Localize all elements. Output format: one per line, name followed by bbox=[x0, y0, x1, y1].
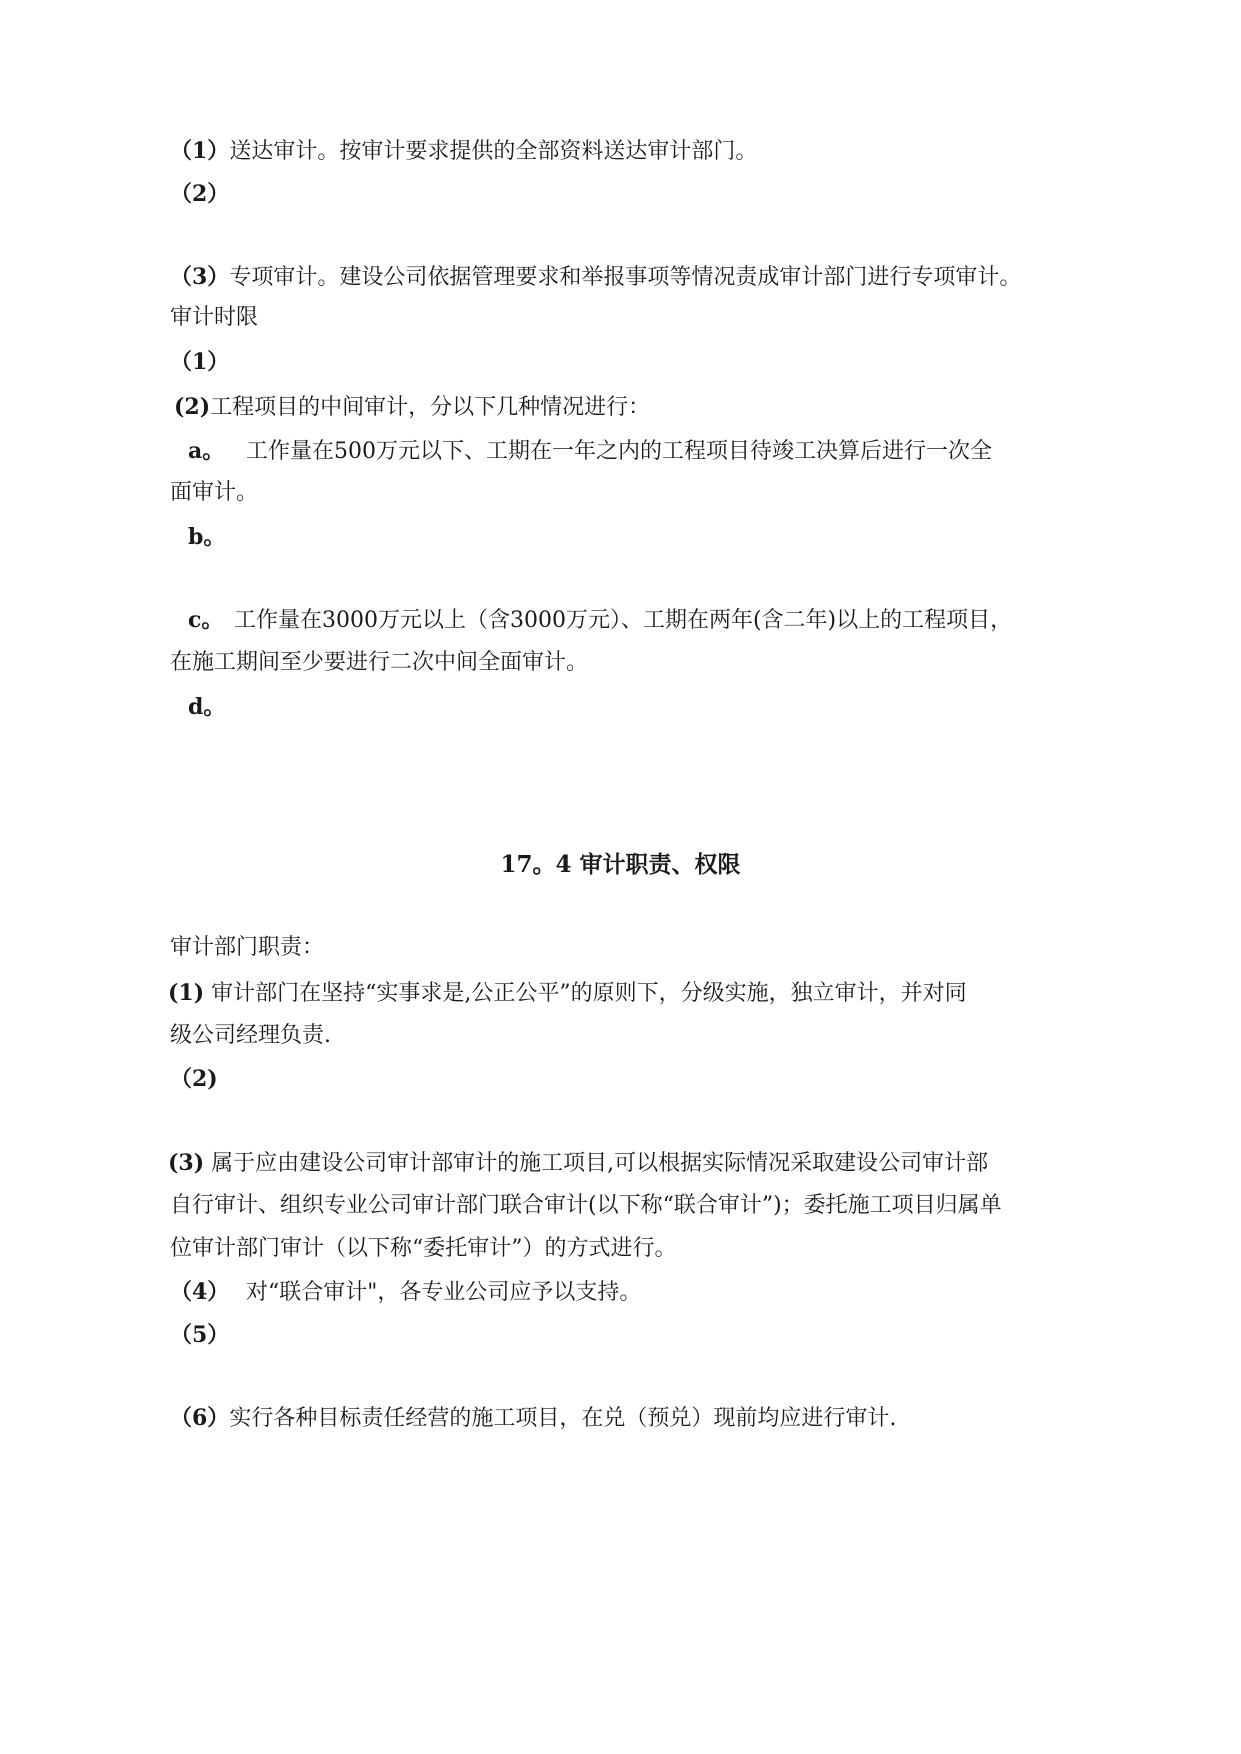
item-text: 送达审计。按审计要求提供的全部资料送达审计部门。 bbox=[229, 139, 758, 164]
section-title: 17。4 审计职责、权限 bbox=[500, 851, 741, 878]
audit-item-3 bbox=[170, 262, 1021, 293]
duty-item-1 bbox=[168, 978, 967, 1009]
case-c-continued: 在施工期间至少要进行二次中间全面审计。 bbox=[170, 650, 589, 675]
case-label: b。 bbox=[188, 524, 226, 550]
audit-item-2 bbox=[170, 179, 229, 210]
item-number: （3） bbox=[170, 264, 230, 290]
item-number: （1） bbox=[170, 349, 230, 375]
time-limit-item-1 bbox=[170, 347, 229, 378]
duty-item-3 bbox=[168, 1148, 988, 1179]
item-text: 对“联合审计"，各专业公司应予以支持。 bbox=[246, 1280, 642, 1305]
case-label: c。 bbox=[188, 607, 224, 633]
item-number: (3) bbox=[168, 1150, 205, 1176]
item-text: 工程项目的中间审计，分以下几种情况进行： bbox=[210, 395, 651, 420]
item-number: （5） bbox=[170, 1322, 230, 1348]
item-number: （4） bbox=[170, 1279, 230, 1305]
case-a bbox=[188, 436, 992, 467]
item-number: （2) bbox=[170, 1066, 218, 1092]
item-text: 属于应由建设公司审计部审计的施工项目,可以根据实际情况采取建设公司审计部 bbox=[211, 1151, 989, 1176]
duty-item-6 bbox=[170, 1403, 896, 1434]
duty-item-4 bbox=[170, 1277, 641, 1308]
duty-item-2 bbox=[170, 1064, 218, 1095]
duty-item-3-continued: 自行审计、组织专业公司审计部门联合审计(以下称“联合审计”)；委托施工项目归属单 bbox=[170, 1193, 1002, 1218]
case-d bbox=[188, 692, 225, 723]
case-text: 工作量在500万元以下、工期在一年之内的工程项目待竣工决算后进行一次全 bbox=[246, 439, 992, 464]
case-c bbox=[188, 605, 1012, 636]
case-label: d。 bbox=[188, 694, 226, 720]
case-label: a。 bbox=[188, 438, 225, 464]
duty-item-3-continued: 位审计部门审计（以下称“委托审计”）的方式进行。 bbox=[170, 1236, 677, 1261]
case-text: 工作量在3000万元以上（含3000万元）、工期在两年(含二年)以上的工程项目， bbox=[234, 608, 1013, 633]
duty-item-5 bbox=[170, 1320, 229, 1351]
case-b bbox=[188, 522, 225, 553]
audit-item-1 bbox=[170, 136, 757, 167]
duty-item-1-continued: 级公司经理负责. bbox=[170, 1023, 331, 1048]
case-a-continued: 面审计。 bbox=[170, 480, 259, 505]
item-text: 审计部门在坚持“实事求是,公正公平”的原则下，分级实施，独立审计，并对同 bbox=[211, 981, 967, 1006]
item-number: （2） bbox=[170, 181, 230, 207]
audit-time-limit-heading: 审计时限 bbox=[170, 305, 259, 330]
item-number: （6） bbox=[170, 1405, 230, 1431]
item-number: (2) bbox=[174, 394, 211, 420]
item-text: 专项审计。建设公司依据管理要求和举报事项等情况责成审计部门进行专项审计。 bbox=[229, 265, 1022, 290]
item-number: (1) bbox=[168, 980, 205, 1006]
item-number: （1） bbox=[170, 138, 230, 164]
duties-intro: 审计部门职责： bbox=[170, 935, 325, 960]
item-text: 实行各种目标责任经营的施工项目，在兑（预兑）现前均应进行审计. bbox=[229, 1406, 897, 1431]
time-limit-item-2 bbox=[174, 392, 650, 423]
